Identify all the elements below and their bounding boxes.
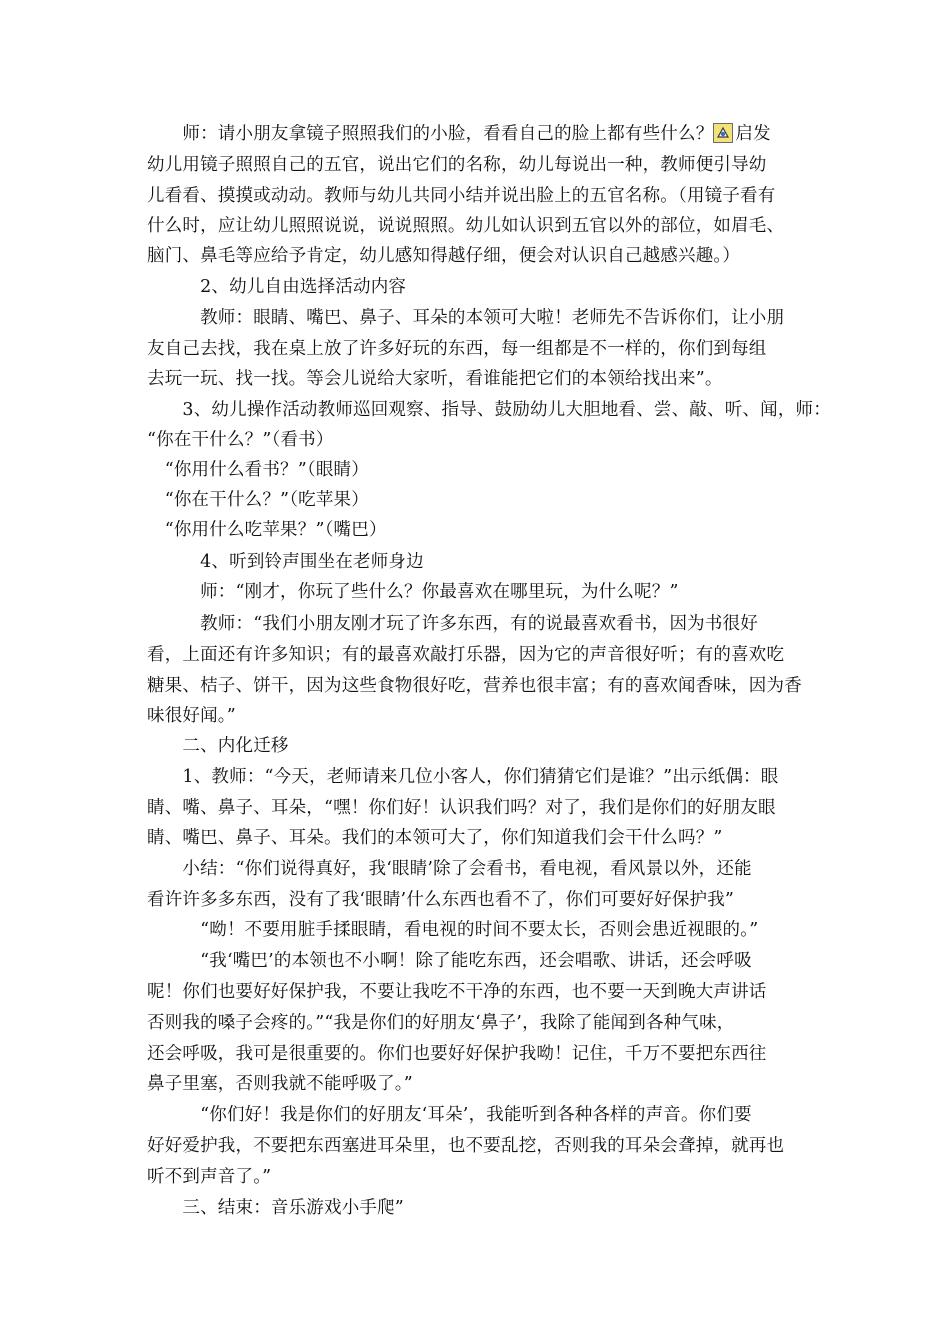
text-line: 呢！你们也要好好保护我，不要让我吃不干净的东西，也不要一天到晚大声讲话 — [147, 982, 767, 1002]
section-heading: 二、内化迁移 — [147, 736, 289, 756]
text-line: 味很好闻。” — [147, 706, 236, 726]
text-line: 教师：“我们小朋友刚才玩了许多东西，有的说最喜欢看书，因为书很好 — [147, 614, 758, 634]
line-text: 师：请小朋友拿镜子照照我们的小脸，看看自己的脸上都有些什么？ — [147, 124, 714, 144]
text-line: 听不到声音了。” — [147, 1167, 272, 1187]
text-line: 小结：“你们说得真好，我‘眼睛’除了会看书，看电视，看风景以外，还能 — [147, 859, 752, 879]
text-line: 睛、嘴巴、鼻子、耳朵。我们的本领可大了，你们知道我们会干什么吗？” — [147, 828, 723, 848]
section-heading: 4、听到铃声围坐在老师身边 — [147, 552, 424, 572]
text-line: 脑门、鼻毛等应给予肯定，幼儿感知得越仔细，便会对认识自己越感兴趣。） — [147, 246, 741, 266]
text-line: 否则我的嗓子会疼的。”“我是你们的好朋友‘鼻子’，我除了能闻到各种气味， — [147, 1013, 735, 1033]
text-line: “你在干什么？”（吃苹果） — [147, 490, 369, 510]
text-line: 教师：眼睛、嘴巴、鼻子、耳朵的本领可大啦！老师先不告诉你们，让小朋 — [147, 308, 785, 328]
text-line: “我‘嘴巴’的本领也不小啊！除了能吃东西，还会唱歌、讲话，还会呼吸 — [147, 951, 752, 971]
text-line: 1、教师：“今天，老师请来几位小客人，你们猜猜它们是谁？”出示纸偶：眼 — [147, 767, 779, 787]
text-line: 看，上面还有许多知识；有的最喜欢敲打乐器，因为它的声音很好听；有的喜欢吃 — [147, 645, 785, 665]
text-line: “呦！不要用脏手揉眼睛，看电视的时间不要太长，否则会患近视眼的。” — [147, 920, 759, 940]
text-line: 还会呼吸，我可是很重要的。你们也要好好保护我呦！记住，千万不要把东西往 — [147, 1044, 767, 1064]
text-line: 糖果、桔子、饼干，因为这些食物很好吃，营养也很丰富；有的喜欢闻香味，因为香 — [147, 676, 802, 696]
text-line: 好好爱护我，不要把东西塞进耳朵里，也不要乱挖，否则我的耳朵会聋掉，就再也 — [147, 1136, 785, 1156]
text-line: 鼻子里塞，否则我就不能呼吸了。” — [147, 1074, 413, 1094]
section-heading: 2、幼儿自由选择活动内容 — [147, 277, 407, 297]
text-line: “你用什么看书？”（眼睛） — [147, 460, 369, 480]
text-line: 什么时，应让幼儿照照说说，说说照照。幼儿如认识到五官以外的部位，如眉毛、 — [147, 216, 785, 236]
text-line: “你在干什么？”（看书） — [147, 430, 334, 450]
text-line: 友自己去找，我在桌上放了许多好玩的东西，每一组都是不一样的，你们到每组 — [147, 339, 767, 359]
text-line: “你们好！我是你们的好朋友‘耳朵’，我能听到各种各样的声音。你们要 — [147, 1105, 752, 1125]
embedded-object-icon[interactable] — [713, 123, 733, 143]
text-line: 去玩一玩、找一找。等会儿说给大家听，看谁能把它们的本领给找出来”。 — [147, 369, 723, 389]
section-heading: 三、结束：音乐游戏小手爬” — [147, 1198, 404, 1218]
text-line — [147, 122, 771, 146]
text-line: 睛、嘴、鼻子、耳朵，“嘿！你们好！认识我们吗？对了，我们是你们的好朋友眼 — [147, 798, 776, 818]
text-line: “你用什么吃苹果？”（嘴巴） — [147, 520, 387, 540]
line-text-tail: 启发 — [735, 124, 771, 144]
text-line: 3、幼儿操作活动教师巡回观察、指导、鼓励幼儿大胆地看、尝、敲、听、闻，师： — [147, 400, 831, 420]
text-line: 儿看看、摸摸或动动。教师与幼儿共同小结并说出脸上的五官名称。（用镜子看有 — [147, 186, 776, 206]
text-line: 师：“刚才，你玩了些什么？你最喜欢在哪里玩，为什么呢？” — [147, 582, 679, 602]
text-line: 幼儿用镜子照照自己的五官，说出它们的名称，幼儿每说出一种，教师便引导幼 — [147, 155, 767, 175]
text-line: 看许许多多东西，没有了我‘眼睛’什么东西也看不了，你们可要好好保护我” — [147, 890, 735, 910]
